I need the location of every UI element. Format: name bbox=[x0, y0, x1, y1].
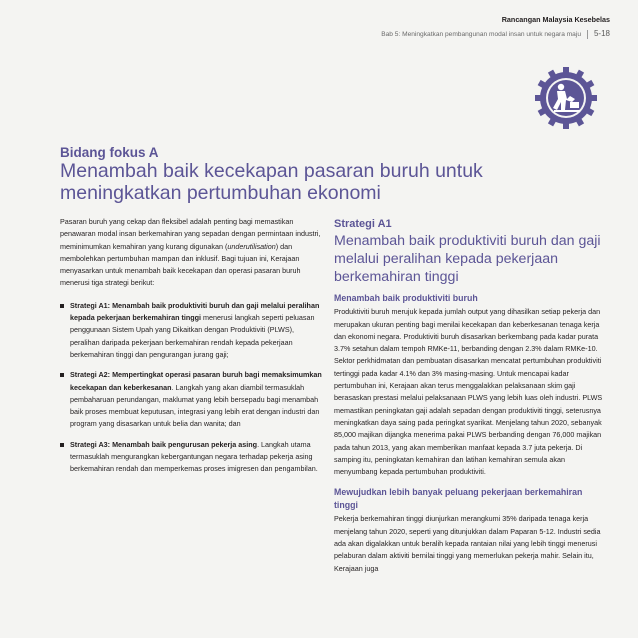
bullet-square-icon bbox=[60, 304, 64, 308]
list-item: Strategi A1: Menambah baik produktiviti buruh dan gaji melalui peralihan kepada pekerjaan berkemahiran tinggi menerusi langkah seperti peluasan penggunaan Sistem Upah yang Dikaitkan dengan Produktiviti (PLWS), peralihan daripada pekerjaan berkemahiran rendah kepada pekerjaan berkemahiran tinggi dan pengurangan jurang gaji; bbox=[60, 300, 322, 361]
worker-gear-icon bbox=[534, 66, 598, 130]
chapter-subtitle: Bab 5: Meningkatkan pembangunan modal insan untuk negara maju bbox=[381, 31, 581, 38]
high-skilled-paragraph: Pekerja berkemahiran tinggi diunjurkan merangkumi 35% daripada tenaga kerja menjelang tahun 2020, seperti yang ditunjukkan dalam Paparan 5-12. Industri sedia ada akan digalakkan untuk beralih kepada rantaian nilai yang lebih tinggi menerusi pelaburan dalam aktiviti bernilai tinggi yang memerlukan pekerja mahir. Selain itu, Kerajaan juga bbox=[334, 514, 601, 573]
bullet-square-icon bbox=[60, 443, 64, 447]
focus-area-title: Menambah baik kecekapan pasaran buruh untuk meningkatkan pertumbuhan ekonomi bbox=[60, 160, 483, 204]
intro-paragraph: Pasaran buruh yang cekap dan fleksibel adalah penting bagi memastikan penawaran modal insan berkemahiran yang sepadan dengan permintaan industri, meminimumkan kemahiran yang kurang digunakan (underutilisation) dan membolehkan pertumbuhan mampan dan inklusif. Bagi tujuan ini, Kerajaan menyasarkan untuk menambah baik kecekapan dan operasi pasaran buruh menerusi tiga strategi berikut: bbox=[60, 217, 321, 288]
page-header bbox=[381, 15, 610, 41]
intro-italic-term: underutilisation bbox=[227, 241, 276, 251]
strategy-label: Strategi A1 bbox=[334, 218, 392, 230]
chapter-line bbox=[381, 28, 610, 41]
list-item: Strategi A3: Menambah baik pengurusan pekerja asing. Langkah utama termasuklah mengurangkan kebergantungan negara terhadap pekerja asing berkemahiran rendah dan memperkemas proses imigresen dan pengambilan. bbox=[60, 439, 322, 476]
bullet-square-icon bbox=[60, 373, 64, 377]
strategy-title: Menambah baik produktiviti buruh dan gaji melalui peralihan kepada pekerjaan berkemahiran tinggi bbox=[334, 233, 601, 286]
right-column bbox=[334, 216, 606, 583]
document-title: Rancangan Malaysia Kesebelas bbox=[501, 15, 610, 24]
strategy-list bbox=[60, 300, 322, 476]
subheading-productivity: Menambah baik produktiviti buruh bbox=[334, 293, 478, 304]
productivity-paragraph: Produktiviti buruh merujuk kepada jumlah output yang dihasilkan setiap pekerja dan merupakan ukuran penting bagi menilai kecekapan dan keberkesanan tenaga kerja dan ekonomi negara. Produktiviti buruh disasarkan berkembang pada kadar purata 3.7% setahun dalam tempoh RMKe-11, berbanding dengan 2.3% dalam RMKe-10. Sektor perkhidmatan dan pembuatan disasarkan mencatat pertumbuhan produktiviti tertinggi pada kadar 4.1% dan 3% masing-masing. Untuk mencapai kadar pertumbuhan ini, Kerajaan akan terus menggalakkan pelaksanaan skim gaji berasaskan prestasi melalui pelaksanaan PLWS yang lebih luas oleh industri. PLWS memastikan peningkatan gaji adalah sepadan dengan produktiviti tinggi, seterusnya meningkatkan daya saing pada peringkat syarikat. Menjelang tahun 2020, sebanyak 85,000 majikan dijangka menerima pakai PLWS berbanding dengan 76,000 majikan pada tahun 2013, yang akan memberikan manfaat kepada 3.7 juta pekerja. Di samping itu, peningkatan kemahiran dan latihan kemahiran semula akan menyumbang kepada pertumbuhan produktiviti. bbox=[334, 307, 603, 477]
header-divider bbox=[587, 30, 588, 39]
page-number: 5-18 bbox=[593, 29, 610, 38]
list-item: Strategi A2: Mempertingkat operasi pasaran buruh bagi memaksimumkan kecekapan dan keberkesanan. Langkah yang akan diambil termasuklah pembaharuan perundangan, maklumat yang lebih bersepadu bagi menambah baik proses membuat keputusan, integrasi yang lebih erat dengan industri dan program yang disasarkan untuk belia dan wanita; dan bbox=[60, 369, 322, 430]
left-column bbox=[60, 216, 322, 484]
focus-area-label: Bidang fokus A bbox=[60, 145, 159, 160]
subheading-high-skilled-jobs: Mewujudkan lebih banyak peluang pekerjaan berkemahiran tinggi bbox=[334, 487, 583, 511]
